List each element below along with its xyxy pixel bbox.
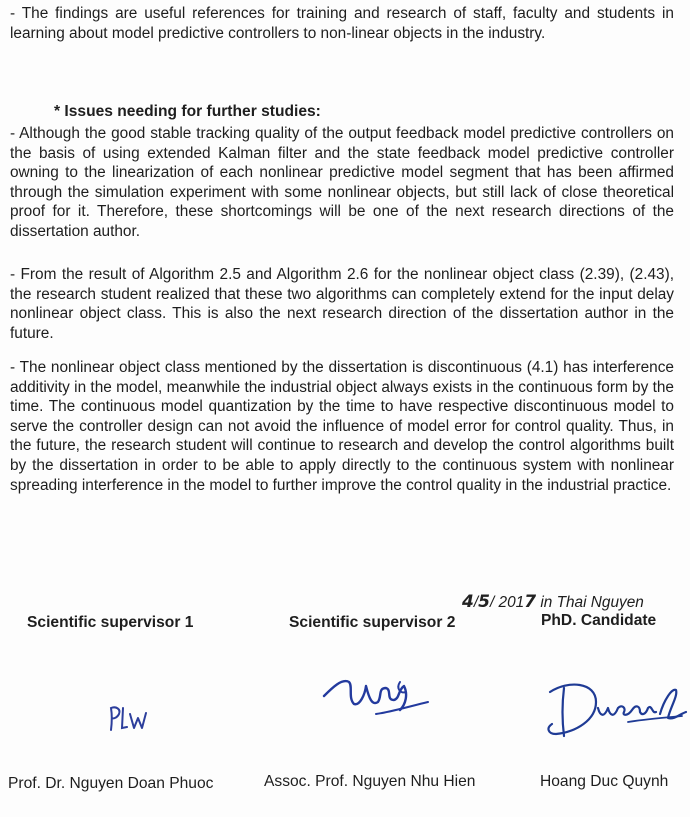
candidate-name: Hoang Duc Quynh (540, 773, 669, 790)
date-year-prefix: / 201 (489, 594, 525, 611)
handwritten-year-digit: 7 (524, 592, 537, 612)
paragraph-issue-2: - From the result of Algorithm 2.5 and Algorithm 2.6 for the nonlinear object class (2.39), (2.43), the research student realized that these two algorithms can completely extend for the input delay nonlinear object class. This is also the next research direction of the dissertation author in the future. (10, 266, 674, 342)
candidate-signature-icon (540, 678, 690, 742)
date-place: in Thai Nguyen (536, 594, 644, 611)
handwritten-day: 4 (462, 592, 474, 612)
date-separator: / (473, 594, 479, 611)
supervisor1-title: Scientific supervisor 1 (27, 614, 194, 631)
date-place-line (462, 592, 644, 612)
supervisor2-signature-icon (316, 668, 434, 724)
handwritten-month: 5 (478, 592, 490, 612)
issues-heading: * Issues needing for further studies: (54, 103, 321, 120)
paragraph-issue-1: - Although the good stable tracking quality of the output feedback model predictive controllers on the basis of using extended Kalman filter and the state feedback model predictive controller owning to the linearization of each nonlinear predictive model segment that has been affirmed through the simulation experiment with some nonlinear objects, but still lack of close theoretical proof for it. Therefore, these shortcomings will be one of the next research directions of the dissertation author. (10, 125, 674, 240)
supervisor1-name: Prof. Dr. Nguyen Doan Phuoc (8, 775, 214, 792)
supervisor1-signature-icon (105, 700, 153, 736)
supervisor2-name: Assoc. Prof. Nguyen Nhu Hien (264, 773, 476, 790)
paragraph-findings: - The findings are useful references for training and research of staff, faculty and students in learning about model predictive controllers to non-linear objects in the industry. (10, 5, 674, 42)
supervisor2-title: Scientific supervisor 2 (289, 614, 456, 631)
paragraph-issue-3: - The nonlinear object class mentioned by the dissertation is discontinuous (4.1) has interference additivity in the model, meanwhile the industrial object always exists in the continuous form by the time. The continuous model quantization by the time to have respective discontinuous model to serve the controller design can not avoid the influence of model error for control quality. Thus, in the future, the research student will continue to research and develop the control algorithms built by the dissertation in order to be able to apply directly to the continuous system with nonlinear spreading interference in the model to further improve the control quality in the industrial practice. (10, 359, 674, 494)
candidate-title: PhD. Candidate (541, 612, 657, 629)
